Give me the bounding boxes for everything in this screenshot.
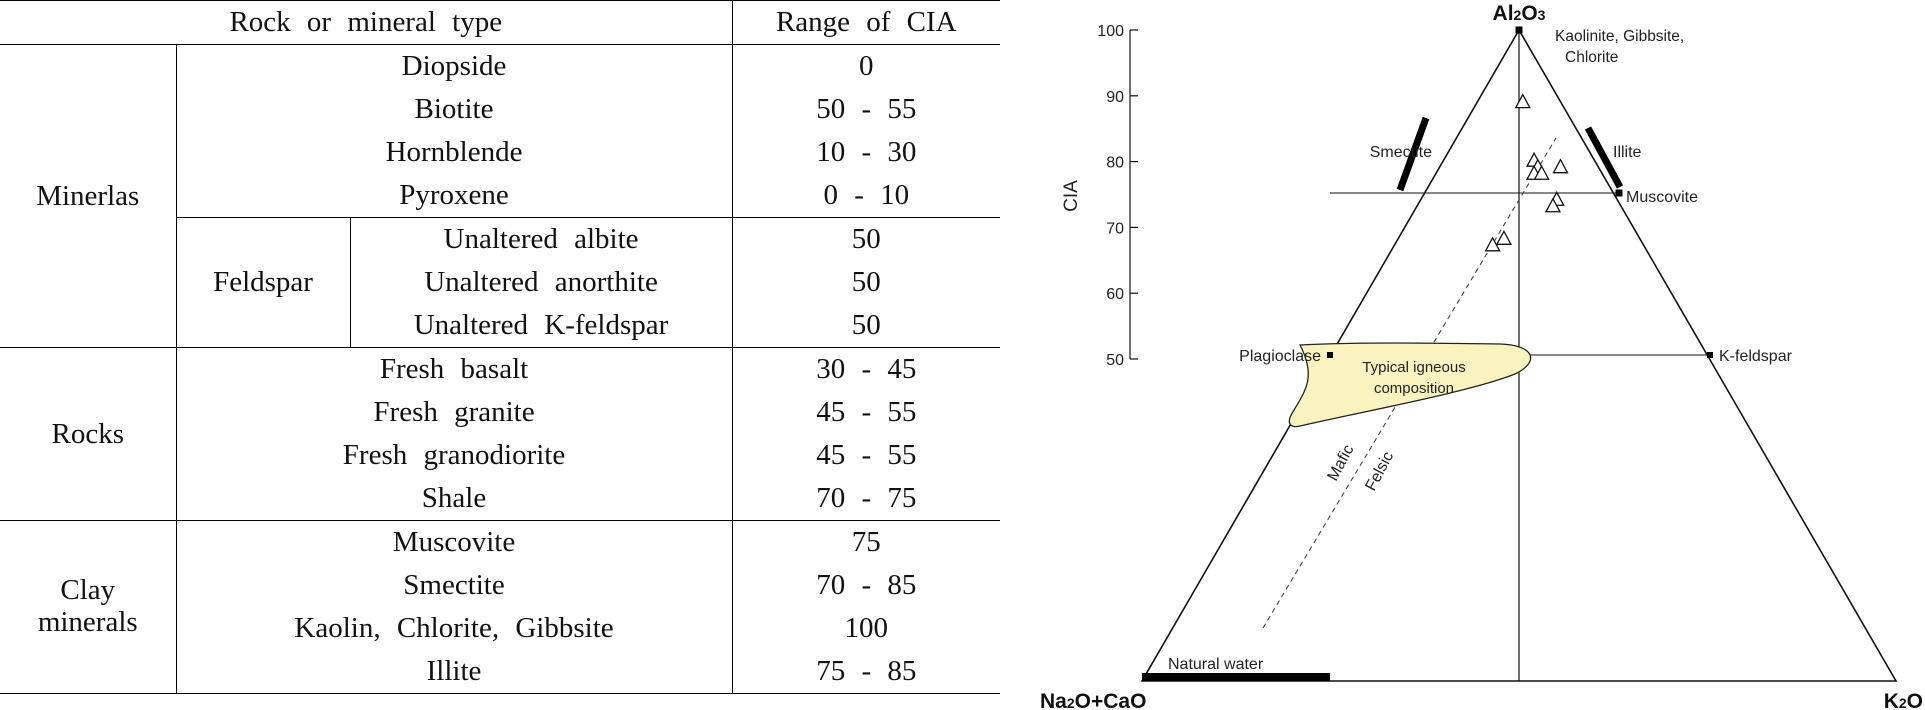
row-name: Smectite (176, 564, 732, 607)
row-name: Biotite (176, 88, 732, 131)
igneous-label-line1: Typical igneous (1362, 359, 1466, 376)
igneous-label-line2: composition (1373, 380, 1455, 397)
row-cia-range: 70 - 75 (732, 477, 1000, 521)
row-cia-range: 0 (859, 50, 874, 82)
row-cia-range: 50 - 55 (816, 93, 917, 125)
kaolinite-label-line1: Kaolinite, Gibbsite, (1555, 28, 1685, 45)
smectite-label: Smectite (1369, 144, 1432, 161)
row-name: Shale (176, 477, 732, 521)
header-cia-range: Range of CIA (732, 1, 1000, 45)
k2o-apex-label (1884, 690, 1923, 710)
muscovite-marker (1616, 190, 1623, 197)
group-label-clay-text: Clay minerals (37, 574, 138, 638)
row-name: Muscovite (176, 521, 732, 565)
axis-tick-label: 60 (1106, 286, 1124, 304)
row-name: Unaltered anorthite (350, 261, 732, 304)
cia-axis (1061, 23, 1138, 369)
cia-axis-label: CIA (1061, 180, 1082, 212)
apex-text: K (1883, 690, 1899, 710)
apex-subscript: 2 (1066, 695, 1075, 710)
row-cia-range: 0 - 10 (823, 179, 910, 211)
kaolinite-label-line2: Chlorite (1565, 49, 1619, 66)
row-cia-range: 45 - 55 (816, 439, 917, 471)
apex-text: Na (1040, 690, 1067, 710)
axis-tick-label: 80 (1106, 154, 1124, 172)
row-cia-range: 100 (844, 612, 889, 644)
apex-subscript: 2 (1513, 7, 1522, 23)
row-cia-range: 45 - 55 (816, 396, 917, 428)
group-label-clay-minerals (0, 521, 176, 694)
group-label-rocks: Rocks (0, 348, 176, 521)
a-cn-k-ternary-diagram (1030, 0, 1925, 710)
row-name: Fresh basalt (176, 348, 732, 392)
plagioclase-label: Plagioclase (1239, 348, 1321, 365)
row-name: Diopside (176, 45, 732, 89)
row-cia-range: 70 - 85 (816, 569, 917, 601)
sample-triangle (1553, 160, 1567, 173)
row-name: Fresh granite (176, 391, 732, 434)
axis-tick-label: 50 (1106, 352, 1124, 369)
row-cia-range: 10 - 30 (816, 136, 917, 168)
row-name: Unaltered albite (350, 218, 732, 262)
row-cia-range: 50 (851, 266, 881, 298)
muscovite-label: Muscovite (1626, 189, 1699, 206)
kfeldspar-marker (1707, 352, 1713, 358)
axis-tick-label: 100 (1097, 23, 1124, 40)
plagioclase-marker (1327, 352, 1333, 358)
axis-tick-label: 70 (1106, 220, 1124, 238)
row-cia-range: 30 - 45 (816, 353, 917, 385)
row-name: Pyroxene (176, 174, 732, 218)
row-cia-range: 50 (732, 304, 1000, 348)
apex-subscript: 3 (1537, 7, 1546, 23)
header-rock-type: Rock or mineral type (0, 1, 732, 45)
apex-subscript: 2 (1898, 695, 1907, 710)
axis-tick-label: 90 (1106, 88, 1124, 106)
al2o3-apex-label (1493, 2, 1546, 25)
mafic-label: Mafic (1324, 442, 1358, 484)
row-name: Illite (176, 650, 732, 694)
row-name: Hornblende (176, 131, 732, 174)
felsic-label: Felsic (1362, 449, 1398, 494)
apex-text: O (1906, 690, 1923, 710)
row-name: Unaltered K-feldspar (350, 304, 732, 348)
subgroup-label-feldspar: Feldspar (176, 218, 350, 348)
sample-points (1486, 95, 1568, 251)
illite-label: Illite (1613, 144, 1642, 161)
al2o3-apex-marker (1516, 27, 1523, 34)
natural-water-label: Natural water (1168, 656, 1264, 673)
row-name: Kaolin, Chlorite, Gibbsite (176, 607, 732, 650)
row-cia-range: 75 - 85 (732, 650, 1000, 694)
apex-text: Al (1492, 2, 1514, 25)
kfeldspar-label: K-feldspar (1719, 348, 1792, 365)
row-cia-range: 50 (732, 218, 1000, 262)
row-name: Fresh granodiorite (176, 434, 732, 477)
row-cia-range: 75 (851, 526, 881, 558)
na2o-cao-apex-label (1040, 690, 1146, 710)
group-label-minerals: Minerlas (0, 45, 176, 348)
sample-triangle (1516, 95, 1530, 108)
apex-text: O (1521, 2, 1538, 25)
apex-text: O+CaO (1074, 690, 1147, 710)
